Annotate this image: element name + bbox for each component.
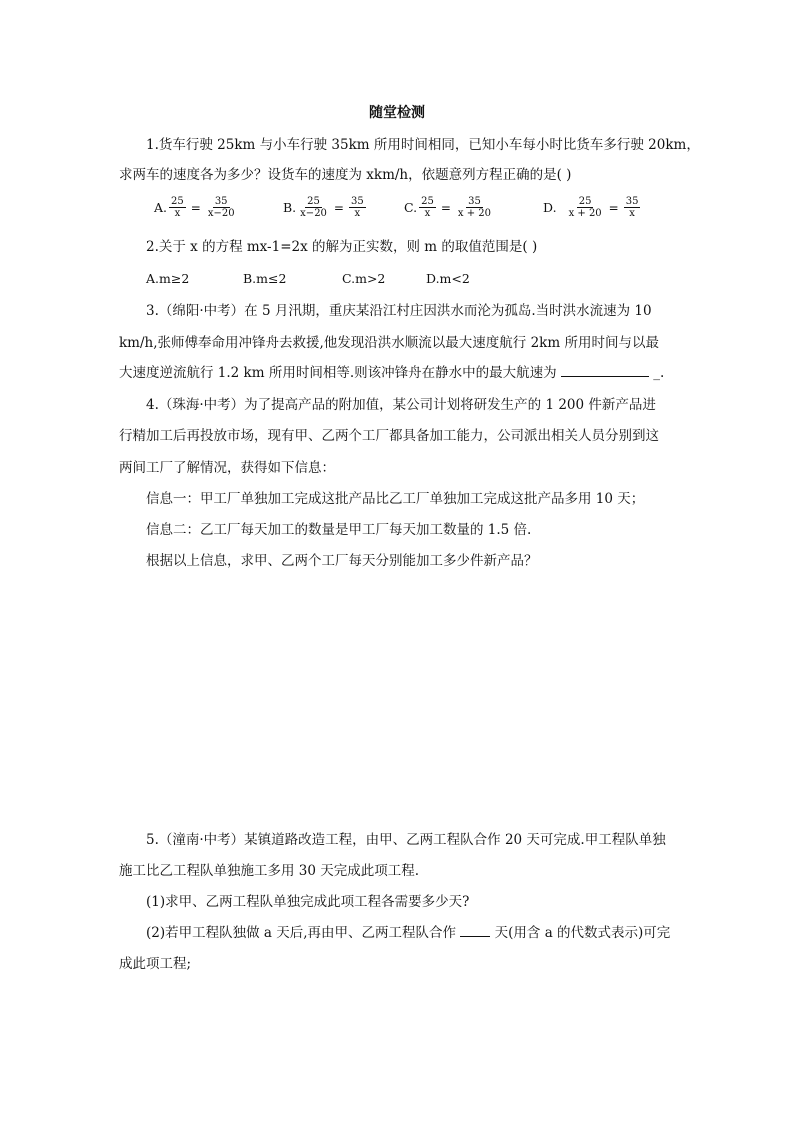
fraction-right: $\frac{35}{x-20}$ (207, 196, 235, 219)
fraction-left: $\frac{25}{x + 20}$ (568, 196, 602, 219)
fraction-left: $\frac{25}{x}$ (421, 196, 434, 219)
q1-option-d[interactable]: D. $\frac{25}{x + 20}$ = $\frac{35}{x}$ (543, 196, 639, 219)
q2-option-a[interactable]: A.m≥2 (146, 271, 190, 286)
q1-line2: 求两车的速度各为多少？设货车的速度为 xkm/h，依题意列方程正确的是( ) (119, 167, 572, 183)
q2-option-d[interactable]: D.m<2 (426, 271, 470, 286)
q1-line1: 1.货车行驶 25km 与小车行驶 35km 所用时间相同，已知小车每小时比货车多行驶 20km， (146, 137, 700, 153)
q5-line1: 5.（潼南·中考）某镇道路改造工程，由甲、乙两工程队合作 20 天可完成.甲工程队单独 (146, 832, 666, 848)
q4-line2: 行精加工后再投放市场，现有甲、乙两个工厂都具备加工能力，公司派出相关人员分别到这 (119, 428, 659, 444)
fraction-right: $\frac{35}{x}$ (625, 196, 639, 219)
q3-line2: km/h,张师傅奉命用冲锋舟去救援,他发现沿洪水顺流以最大速度航行 2km 所用时间与以最 (119, 335, 659, 351)
q5-sub2-line2: 成此项工程; (119, 956, 192, 972)
page-title: 随堂检测 (369, 105, 425, 121)
q1-option-c[interactable]: C. $\frac{25}{x}$ = $\frac{35}{x + 20}$ (404, 196, 491, 219)
fraction-right: $\frac{35}{x + 20}$ (457, 196, 491, 219)
q4-line3: 两间工厂了解情况，获得如下信息： (119, 460, 335, 476)
q2-option-c[interactable]: C.m>2 (342, 271, 386, 286)
q3-line3: 大速度逆流航行 1.2 km 所用时间相等.则该冲锋舟在静水中的最大航速为 _. (119, 365, 665, 381)
q4-ask: 根据以上信息，求甲、乙两个工厂每天分别能加工多少件新产品？ (146, 553, 538, 569)
q2-option-b[interactable]: B.m≤2 (243, 271, 287, 286)
q3-line1: 3.（绵阳·中考）在 5 月汛期，重庆某沿江村庄因洪水而沦为孤岛.当时洪水流速为 10 (146, 303, 652, 319)
q4-info1: 信息一：甲工厂单独加工完成这批产品比乙工厂单独加工完成这批产品多用 10 天； (146, 491, 645, 507)
q1-option-b[interactable]: B. $\frac{25}{x-20}$ = $\frac{35}{x}$ (283, 196, 364, 219)
q3-answer-blank[interactable] (561, 376, 649, 377)
q2-line1: 2.关于 x 的方程 mx-1=2x 的解为正实数，则 m 的取值范围是( ) (146, 239, 538, 255)
q4-info2: 信息二：乙工厂每天加工的数量是甲工厂每天加工数量的 1.5 倍. (146, 522, 532, 538)
fraction-left: $\frac{25}{x}$ (171, 196, 184, 219)
q5-line2: 施工比乙工程队单独施工多用 30 天完成此项工程. (119, 863, 420, 879)
q1-option-a[interactable]: A. $\frac{25}{x}$ = $\frac{35}{x-20}$ (154, 196, 235, 219)
fraction-left: $\frac{25}{x-20}$ (300, 196, 327, 219)
q5-sub2: (2)若甲工程队独做 a 天后,再由甲、乙两工程队合作 天(用含 a 的代数式表示)可完 (146, 925, 671, 941)
q5-sub1: (1)求甲、乙两工程队单独完成此项工程各需要多少天? (146, 894, 470, 910)
q4-line1: 4.（珠海·中考）为了提高产品的附加值，某公司计划将研发生产的 1 200 件新产品进 (146, 397, 656, 413)
q5-answer-blank[interactable] (460, 936, 490, 937)
fraction-right: $\frac{35}{x}$ (350, 196, 364, 219)
